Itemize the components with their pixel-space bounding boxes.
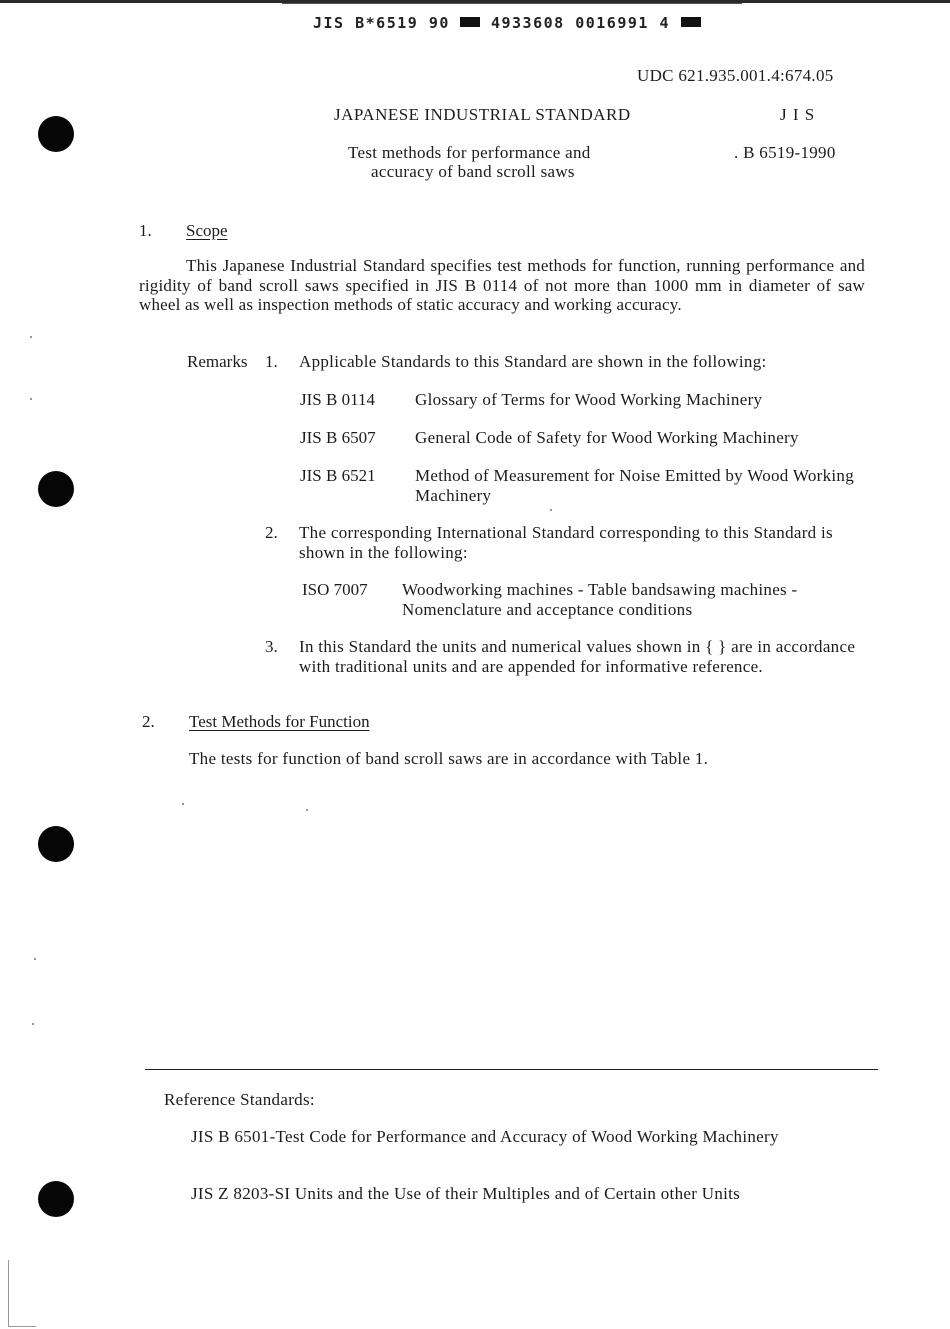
remark-number: 3.	[265, 637, 278, 656]
section-title: Scope	[186, 221, 228, 240]
document-code-header	[313, 14, 701, 34]
page-edge-mark	[8, 1326, 36, 1327]
remark-text: Applicable Standards to this Standard are shown in the following:	[299, 352, 767, 371]
reference-code: JIS B 6507	[300, 428, 376, 447]
scan-speck	[182, 803, 184, 805]
reference-standard-item: JIS Z 8203-SI Units and the Use of their Multiples and of Certain other Units	[191, 1184, 741, 1203]
scan-speck	[30, 336, 32, 338]
reference-code: JIS B 0114	[300, 390, 375, 409]
punch-hole	[38, 826, 74, 862]
scan-speck	[550, 509, 552, 511]
reference-standard-item: JIS B 6501-Test Code for Performance and Accuracy of Wood Working Machinery	[191, 1127, 779, 1146]
scan-speck	[34, 958, 36, 960]
section-number: 2.	[142, 712, 155, 731]
remarks-label: Remarks	[187, 352, 248, 371]
remark-number: 2.	[265, 523, 278, 542]
jis-mark: J I S	[780, 105, 816, 124]
document-number: . B 6519-1990	[734, 143, 836, 162]
scan-speck	[32, 1023, 34, 1025]
redaction-block	[681, 17, 701, 27]
reference-title: Woodworking machines - Table bandsawing machines - Nomenclature and acceptance conditions	[402, 580, 798, 619]
section-title: Test Methods for Function	[189, 712, 370, 731]
document-title-line2: accuracy of band scroll saws	[371, 162, 575, 181]
top-border-secondary	[282, 3, 742, 4]
punch-hole	[38, 116, 74, 152]
scan-speck	[306, 809, 308, 811]
reference-title: Glossary of Terms for Wood Working Machinery	[415, 390, 763, 409]
reference-title: General Code of Safety for Wood Working Machinery	[415, 428, 799, 447]
scan-speck	[30, 398, 32, 400]
footnote-divider	[145, 1069, 878, 1070]
punch-hole	[38, 1181, 74, 1217]
section-body: The tests for function of band scroll saws are in accordance with Table 1.	[189, 749, 709, 768]
section-body: This Japanese Industrial Standard specifies test methods for function, running performance and rigidity of band scroll saws specified in JIS B 0114 of not more than 1000 mm in diameter of saw wheel as well as inspection methods of static accuracy and working accuracy.	[139, 256, 865, 314]
punch-hole	[38, 471, 74, 507]
reference-code: ISO 7007	[302, 580, 368, 599]
reference-code: JIS B 6521	[300, 466, 376, 485]
document-code-part2: 4933608 0016991 4	[490, 14, 670, 32]
reference-standards-heading: Reference Standards:	[164, 1090, 315, 1109]
page-edge-mark	[8, 1260, 9, 1326]
udc-number: UDC 621.935.001.4:674.05	[637, 66, 834, 85]
redaction-block	[460, 17, 480, 27]
reference-title: Method of Measurement for Noise Emitted by Wood Working Machinery	[415, 466, 855, 505]
remark-text: In this Standard the units and numerical values shown in { } are in accordance with traditional units and are appended for informative reference.	[299, 637, 856, 676]
document-title-line1: Test methods for performance and	[348, 143, 591, 162]
section-number: 1.	[139, 221, 152, 240]
remark-text: The corresponding International Standard corresponding to this Standard is shown in the following:	[299, 523, 833, 562]
document-code-part1: JIS B*6519 90	[313, 14, 450, 32]
standard-label: JAPANESE INDUSTRIAL STANDARD	[334, 105, 631, 124]
remark-number: 1.	[265, 352, 278, 371]
